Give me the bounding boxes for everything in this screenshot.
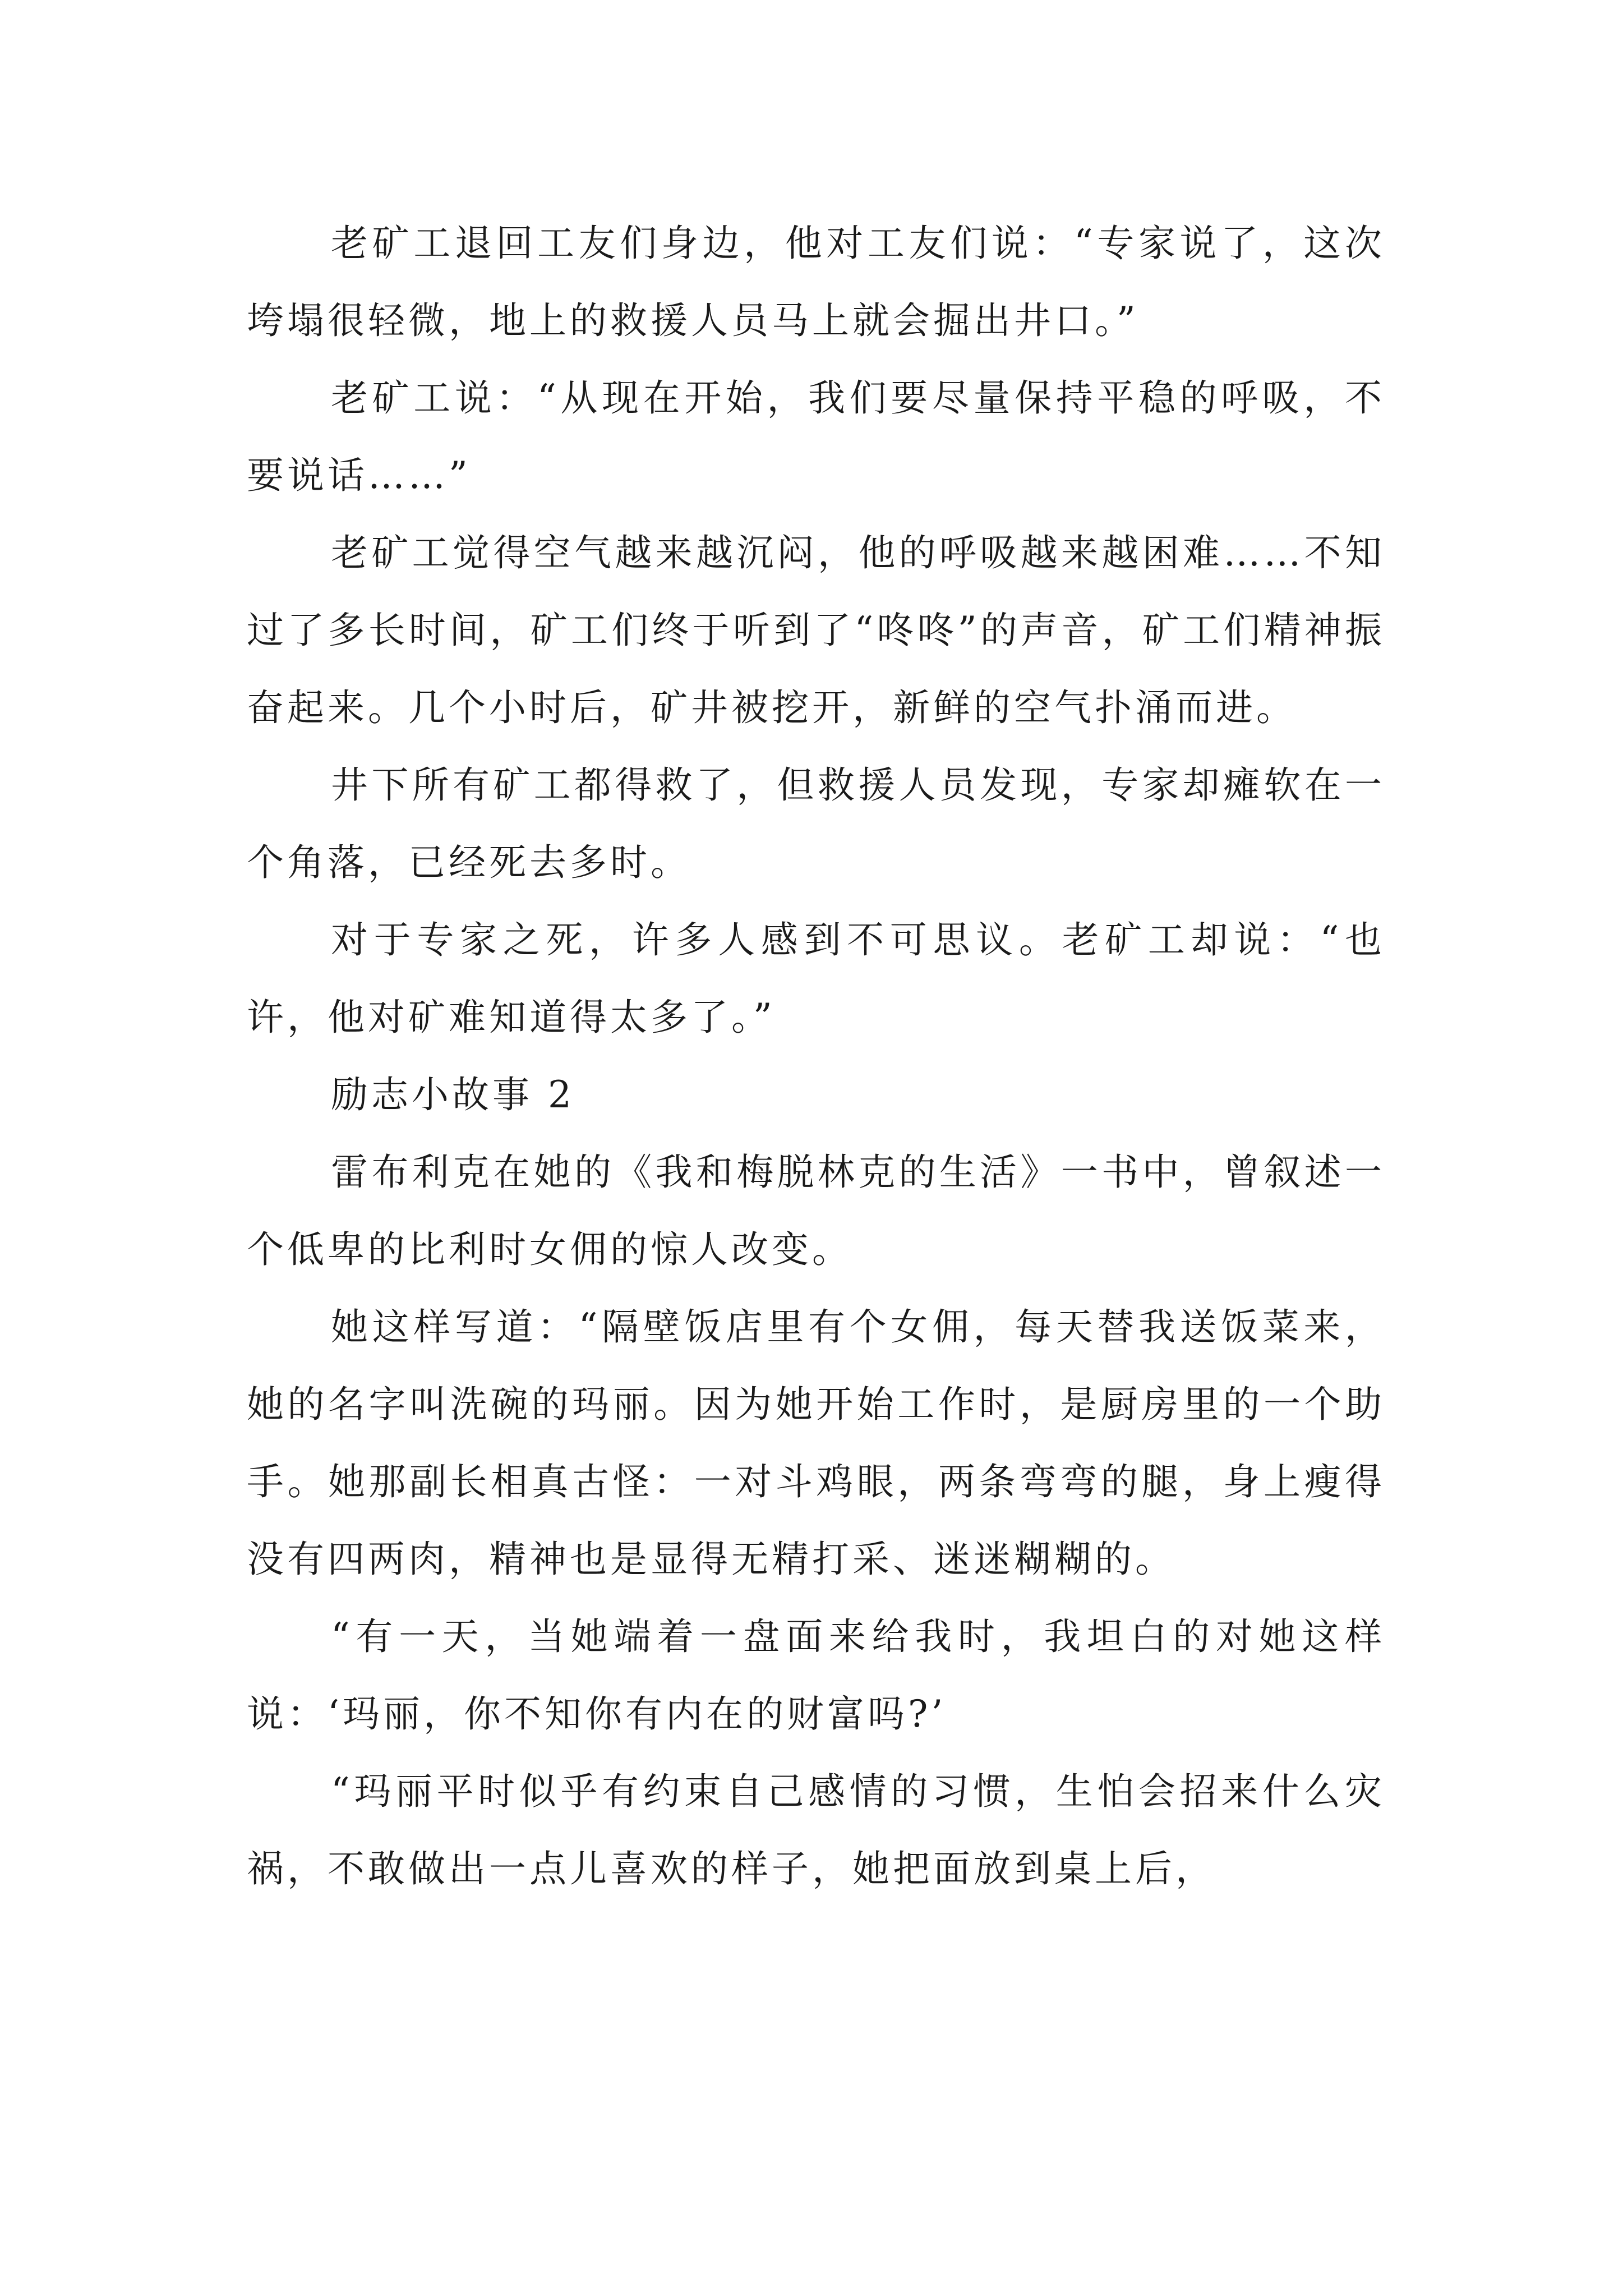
paragraph: 老矿工说：“从现在开始，我们要尽量保持平稳的呼吸，不要说话……”	[247, 376, 1385, 497]
document-body	[247, 205, 1385, 1908]
section-heading: 励志小故事 2	[331, 1073, 575, 1116]
paragraph: 老矿工退回工友们身边，他对工友们说：“专家说了，这次垮塌很轻微，地上的救援人员马上就会掘出井口。”	[247, 222, 1385, 342]
paragraph: 井下所有矿工都得救了，但救援人员发现，专家却瘫软在一个角落，已经死去多时。	[247, 763, 1385, 884]
paragraph: 雷布利克在她的《我和梅脱林克的生活》一书中，曾叙述一个低卑的比利时女佣的惊人改变。	[247, 1151, 1385, 1271]
paragraph: 对于专家之死，许多人感到不可思议。老矿工却说：“也许，他对矿难知道得太多了。”	[247, 918, 1385, 1039]
paragraph: 她这样写道：“隔壁饭店里有个女佣，每天替我送饭菜来，她的名字叫洗碗的玛丽。因为她开始工作时，是厨房里的一个助手。她那副长相真古怪：一对斗鸡眼，两条弯弯的腿，身上瘦得没有四两肉，精神也是显得无精打采、迷迷糊糊的。	[247, 1305, 1385, 1581]
paragraph: 老矿工觉得空气越来越沉闷，他的呼吸越来越困难……不知过了多长时间，矿工们终于听到了“咚咚”的声音，矿工们精神振奋起来。几个小时后，矿井被挖开，新鲜的空气扑涌而进。	[247, 531, 1385, 729]
paragraph: “有一天，当她端着一盘面来给我时，我坦白的对她这样说：‘玛丽，你不知你有内在的财富吗?’	[247, 1615, 1385, 1736]
paragraph: “玛丽平时似乎有约束自己感情的习惯，生怕会招来什么灾祸，不敢做出一点儿喜欢的样子，她把面放到桌上后，	[247, 1770, 1385, 1890]
